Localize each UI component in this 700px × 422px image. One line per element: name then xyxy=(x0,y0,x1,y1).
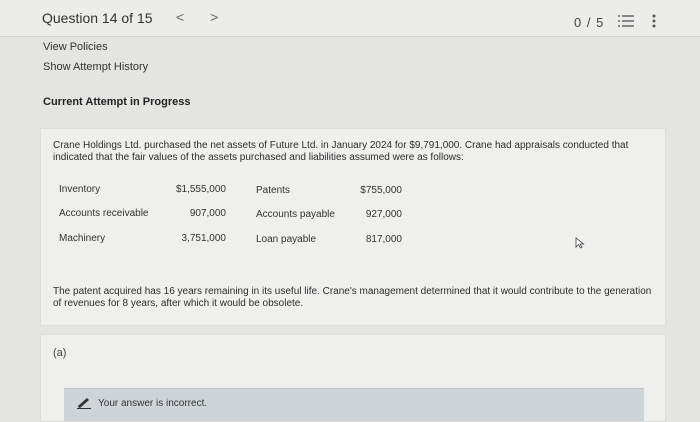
score-display: 0 / 5 xyxy=(574,15,605,30)
question-label: Question 14 of 15 xyxy=(42,10,153,26)
more-vertical-icon[interactable] xyxy=(652,14,656,33)
list-icon[interactable] xyxy=(618,14,634,32)
pencil-icon xyxy=(77,396,91,414)
cursor-icon xyxy=(575,236,585,254)
asset-label-inventory: Inventory xyxy=(59,184,101,195)
asset-label-machinery: Machinery xyxy=(59,233,106,244)
item-label-patents: Patents xyxy=(256,185,290,196)
view-policies-link[interactable]: View Policies xyxy=(43,41,108,53)
part-label: (a) xyxy=(53,347,67,359)
previous-question-button[interactable]: < xyxy=(176,9,185,25)
next-question-button[interactable]: > xyxy=(210,9,219,25)
show-attempt-history-link[interactable]: Show Attempt History xyxy=(43,61,149,73)
item-value-loan-payable: 817,000 xyxy=(365,234,402,245)
attempt-heading: Current Attempt in Progress xyxy=(43,96,191,108)
item-value-patents: $755,000 xyxy=(360,185,402,196)
asset-value-accounts-receivable: 907,000 xyxy=(189,208,226,219)
item-label-accounts-payable: Accounts payable xyxy=(256,209,335,220)
problem-intro: Crane Holdings Ltd. purchased the net assets of Future Ltd. in January 2024 for $9,791,000. Crane had appraisals conducted that indicated that the fair values of the assets purchased and liabilities assumed were as follows: xyxy=(53,140,629,163)
item-label-loan-payable: Loan payable xyxy=(256,234,317,245)
feedback-text: Your answer is incorrect. xyxy=(98,398,208,409)
problem-outro: The patent acquired has 16 years remaining in its useful life. Crane's management determined that it would contribute to the generation of revenues for 8 years, after which it would be obsolete. xyxy=(53,286,652,309)
asset-value-inventory: $1,555,000 xyxy=(175,184,226,195)
asset-label-accounts-receivable: Accounts receivable xyxy=(59,208,149,219)
item-value-accounts-payable: 927,000 xyxy=(365,209,402,220)
asset-value-machinery: 3,751,000 xyxy=(181,233,226,244)
